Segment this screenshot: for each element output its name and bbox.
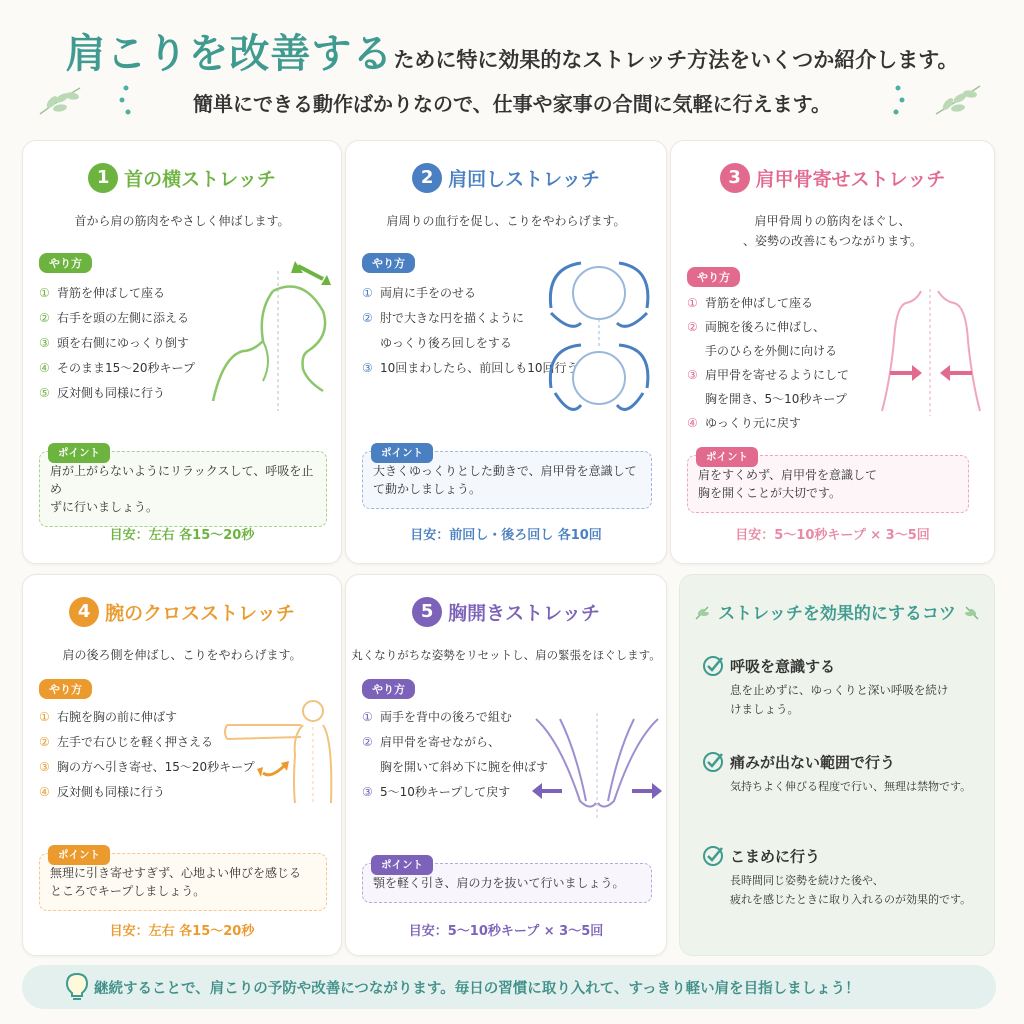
page-subtitle: 簡単にできる動作ばかりなので、仕事や家事の合間に気軽に行えます。 [193,92,831,116]
step-item: ① 背筋を伸ばして座る [39,286,166,300]
card-description-line: 肩周りの血行を促し、こりをやわらげます。 [386,214,626,228]
point-text: ところでキープしましょう。 [50,884,206,898]
point-box [687,451,969,513]
step-item: ③ 5〜10秒キープして戻す [362,785,511,799]
step-item: ② 右手を頭の左側に添える [39,311,190,325]
stretch-card-2 [345,140,667,564]
step-item: ② 両腕を後ろに伸ばし、 [687,320,826,334]
step-item: ③ 肩甲骨を寄せるようにして [687,368,850,382]
point-text: 肩をすくめず、肩甲骨を意識して [698,468,878,482]
card-description [671,211,994,251]
card-title [23,163,341,193]
step-item: ゆっくり後ろ回しをする [380,336,512,350]
header [0,0,1024,130]
point-text: 胸を開くことが大切です。 [698,486,842,500]
tip-heading: 痛みが出ない範囲で行う [730,753,896,772]
page-title-rest: ために特に効果的なストレッチ方法をいくつか紹介します。 [393,48,959,72]
step-item: ② 左手で右ひじを軽く押さえる [39,735,214,749]
card-number: 5 [412,597,442,627]
step-item: 手のひらを外側に向ける [705,344,838,358]
step-item: ② 肘で大きな円を描くように [362,311,525,325]
step-item: ① 両肩に手をのせる [362,286,477,300]
step-item: ③ 頭を右側にゆっくり倒す [39,336,189,350]
card-title [23,597,341,627]
tips-card [679,574,995,956]
card-title-text: 肩甲骨寄せストレッチ [755,168,946,191]
step-item: 胸を開き、5〜10秒キープ [705,392,847,406]
step-item: ④ そのまま15〜20秒キープ [39,361,195,375]
card-title-text: 胸開きストレッチ [448,602,600,625]
leaf-icon [962,603,980,621]
step-item: 胸を開いて斜め下に腕を伸ばす [380,760,549,774]
point-text: 肩が上がらないようにリラックスして、呼吸を止め [50,464,314,496]
point-box [362,859,652,903]
stretch-card-5 [345,574,667,956]
card-description [346,211,666,231]
card-title-text: 腕のクロスストレッチ [105,602,295,625]
point-text: ずに行いましょう。 [50,500,159,514]
step-item: ① 右腕を胸の前に伸ばす [39,710,178,724]
page-title-main: 肩こりを改善する [65,31,394,77]
point-label: ポイント [696,447,758,467]
leaf-right-icon [930,80,984,120]
point-box [362,447,652,509]
footer-banner [22,965,996,1009]
target-text: 目安：5〜10秒キープ × 3〜5回 [408,924,604,939]
tips-title-text: ストレッチを効果的にするコツ [718,604,956,624]
tip-body: 気持ちよく伸びる程度で行い、無理は禁物です。 [730,780,972,793]
neck-stretch-illustration [203,251,342,421]
check-circle-icon [702,751,724,773]
howto-badge: やり方 [362,253,415,273]
card-description [23,211,341,231]
steps-list [362,705,548,805]
card-description-line: 首から肩の筋肉をやさしく伸ばします。 [74,214,290,228]
point-text: て動かしましょう。 [373,482,482,496]
point-label: ポイント [371,855,433,875]
point-text: 大きくゆっくりとした動きで、肩甲骨を意識して [373,464,637,478]
lightbulb-icon [64,972,90,1002]
howto-badge: やり方 [39,253,92,273]
card-title [346,163,666,193]
step-item: ⑤ 反対側も同様に行う [39,386,166,400]
target-text: 目安：左右 各15〜20秒 [109,924,255,939]
steps-list [39,281,195,406]
leaf-icon [694,603,712,621]
point-box [39,447,327,527]
point-text: 無理に引き寄せすぎず、心地よい伸びを感じる [50,866,302,880]
step-item: ② 肩甲骨を寄せながら、 [362,735,501,749]
step-item: ① 背筋を伸ばして座る [687,296,814,310]
point-label: ポイント [371,443,433,463]
check-circle-icon [702,655,724,677]
tip-item [702,655,986,719]
card-number: 3 [720,163,750,193]
tip-body: 長時間同じ姿勢を続けた後や、 疲れを感じたときに取り入れるのが効果的です。 [730,874,972,906]
point-label: ポイント [48,845,110,865]
card-title [671,163,994,193]
arm-cross-illustration [223,695,338,805]
page-title [0,22,1024,79]
step-item: ④ ゆっくり元に戻す [687,416,801,430]
howto-badge: やり方 [362,679,415,699]
shoulder-roll-illustration [541,253,661,433]
card-number: 1 [88,163,118,193]
card-number: 4 [69,597,99,627]
target-text: 目安：左右 各15〜20秒 [109,528,255,543]
tip-item [702,751,986,796]
shoulder-blade-illustration [876,281,991,421]
card-number: 2 [412,163,442,193]
tip-item [702,845,986,909]
card-description-line: 丸くなりがちな姿勢をリセットし、肩の緊張をほぐします。 [351,648,661,662]
card-title [346,597,666,627]
footer-text: 継続することで、肩こりの予防や改善につながります。毎日の習慣に取り入れて、すっきり軽い肩を目指しましょう！ [94,981,860,997]
card-description [23,645,341,665]
step-item: ① 両手を背中の後ろで組む [362,710,512,724]
point-label: ポイント [48,443,110,463]
tip-heading: 呼吸を意識する [730,657,836,676]
tip-heading: こまめに行う [730,847,821,866]
steps-list [687,291,849,435]
step-item: ③ 10回まわしたら、前回しも10回行う [362,361,579,375]
tips-title [680,599,994,624]
check-circle-icon [702,845,724,867]
howto-badge: やり方 [687,267,740,287]
card-description-line: 肩の後ろ側を伸ばし、こりをやわらげます。 [62,648,302,662]
card-title-text: 肩回しストレッチ [448,168,600,191]
stretch-card-4 [22,574,342,956]
card-title-text: 首の横ストレッチ [124,168,276,191]
tip-body: 息を止めずに、ゆっくりと深い呼吸を続け けましょう。 [730,683,949,716]
target-text: 目安：前回し・後ろ回し 各10回 [410,528,602,543]
point-box [39,849,327,911]
step-item: ④ 反対側も同様に行う [39,785,166,799]
card-description-line: 肩甲骨周りの筋肉をほぐし、 [754,214,911,228]
stretch-card-1 [22,140,342,564]
point-text: 顎を軽く引き、肩の力を抜いて行いましょう。 [373,876,625,890]
card-description-line: 、姿勢の改善にもつながります。 [742,234,923,248]
howto-badge: やり方 [39,679,92,699]
stretch-card-3 [670,140,995,564]
step-item: ③ 胸の方へ引き寄せ、15〜20秒キープ [39,760,255,774]
card-description [346,645,666,665]
dots-right-icon [890,82,906,118]
chest-open-illustration [530,711,664,821]
target-text: 目安：5〜10秒キープ × 3〜5回 [735,528,930,543]
